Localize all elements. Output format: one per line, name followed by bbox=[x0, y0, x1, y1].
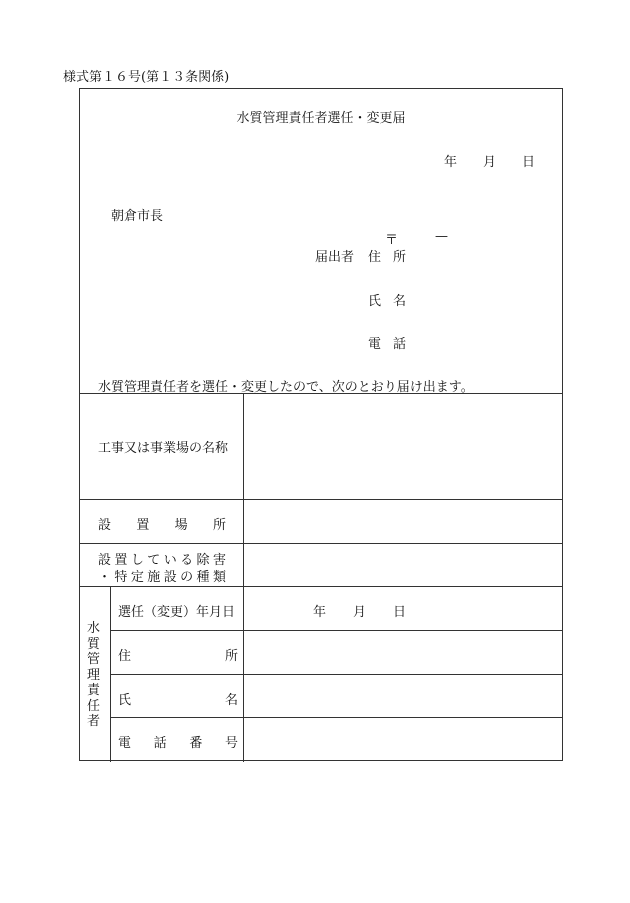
row-divider bbox=[111, 674, 562, 675]
business-name-field[interactable] bbox=[245, 395, 561, 497]
form-title: 水質管理責任者選任・変更届 bbox=[236, 111, 406, 126]
facility-type-label-line2: ・ 特 定 施 設 の 種 類 bbox=[98, 570, 226, 585]
notification-form bbox=[79, 88, 563, 761]
applicant-address-label: 住 所 bbox=[368, 250, 406, 265]
manager-phone-label: 電 話 番 号 bbox=[118, 736, 238, 751]
manager-phone-field[interactable] bbox=[245, 719, 561, 760]
location-label: 設 置 場 所 bbox=[98, 518, 226, 533]
manager-name-field[interactable] bbox=[245, 676, 561, 715]
row-divider bbox=[111, 717, 562, 718]
row-divider bbox=[80, 586, 562, 587]
postal-dash: — bbox=[435, 229, 448, 244]
addressee: 朝倉市長 bbox=[111, 209, 164, 224]
manager-group-label: 水 質 管 理 責 任 者 bbox=[87, 621, 101, 729]
appointment-date-label: 選任（変更）年月日 bbox=[118, 605, 236, 620]
row-divider bbox=[111, 630, 562, 631]
applicant-name-label: 氏 名 bbox=[368, 294, 406, 309]
date-day-label: 日 bbox=[522, 155, 536, 170]
date-year-label: 年 bbox=[444, 155, 458, 170]
facility-type-label-line1: 設 置 し て い る 除 害 bbox=[98, 553, 226, 568]
appointment-month-label: 月 bbox=[353, 605, 367, 620]
row-divider bbox=[80, 543, 562, 544]
manager-name-label: 氏 名 bbox=[118, 693, 238, 708]
business-name-label: 工事又は事業場の名称 bbox=[98, 441, 229, 456]
facility-type-field[interactable] bbox=[245, 545, 561, 584]
applicant-phone-label: 電 話 bbox=[368, 337, 406, 352]
table-top-border bbox=[80, 393, 562, 394]
applicant-label: 届出者 bbox=[315, 250, 355, 265]
appointment-day-label: 日 bbox=[393, 605, 407, 620]
label-column-divider bbox=[243, 393, 244, 762]
statement: 水質管理責任者を選任・変更したので、次のとおり届け出ます。 bbox=[98, 380, 474, 395]
form-number: 様式第１６号(第１３条関係) bbox=[63, 70, 230, 85]
date-month-label: 月 bbox=[483, 155, 497, 170]
group-column-divider bbox=[110, 586, 111, 762]
row-divider bbox=[80, 499, 562, 500]
manager-address-field[interactable] bbox=[245, 632, 561, 672]
location-field[interactable] bbox=[245, 501, 561, 541]
manager-address-label: 住 所 bbox=[118, 649, 238, 664]
postal-mark: 〒 bbox=[385, 233, 399, 248]
appointment-date-field[interactable] bbox=[245, 588, 561, 628]
appointment-year-label: 年 bbox=[313, 605, 327, 620]
